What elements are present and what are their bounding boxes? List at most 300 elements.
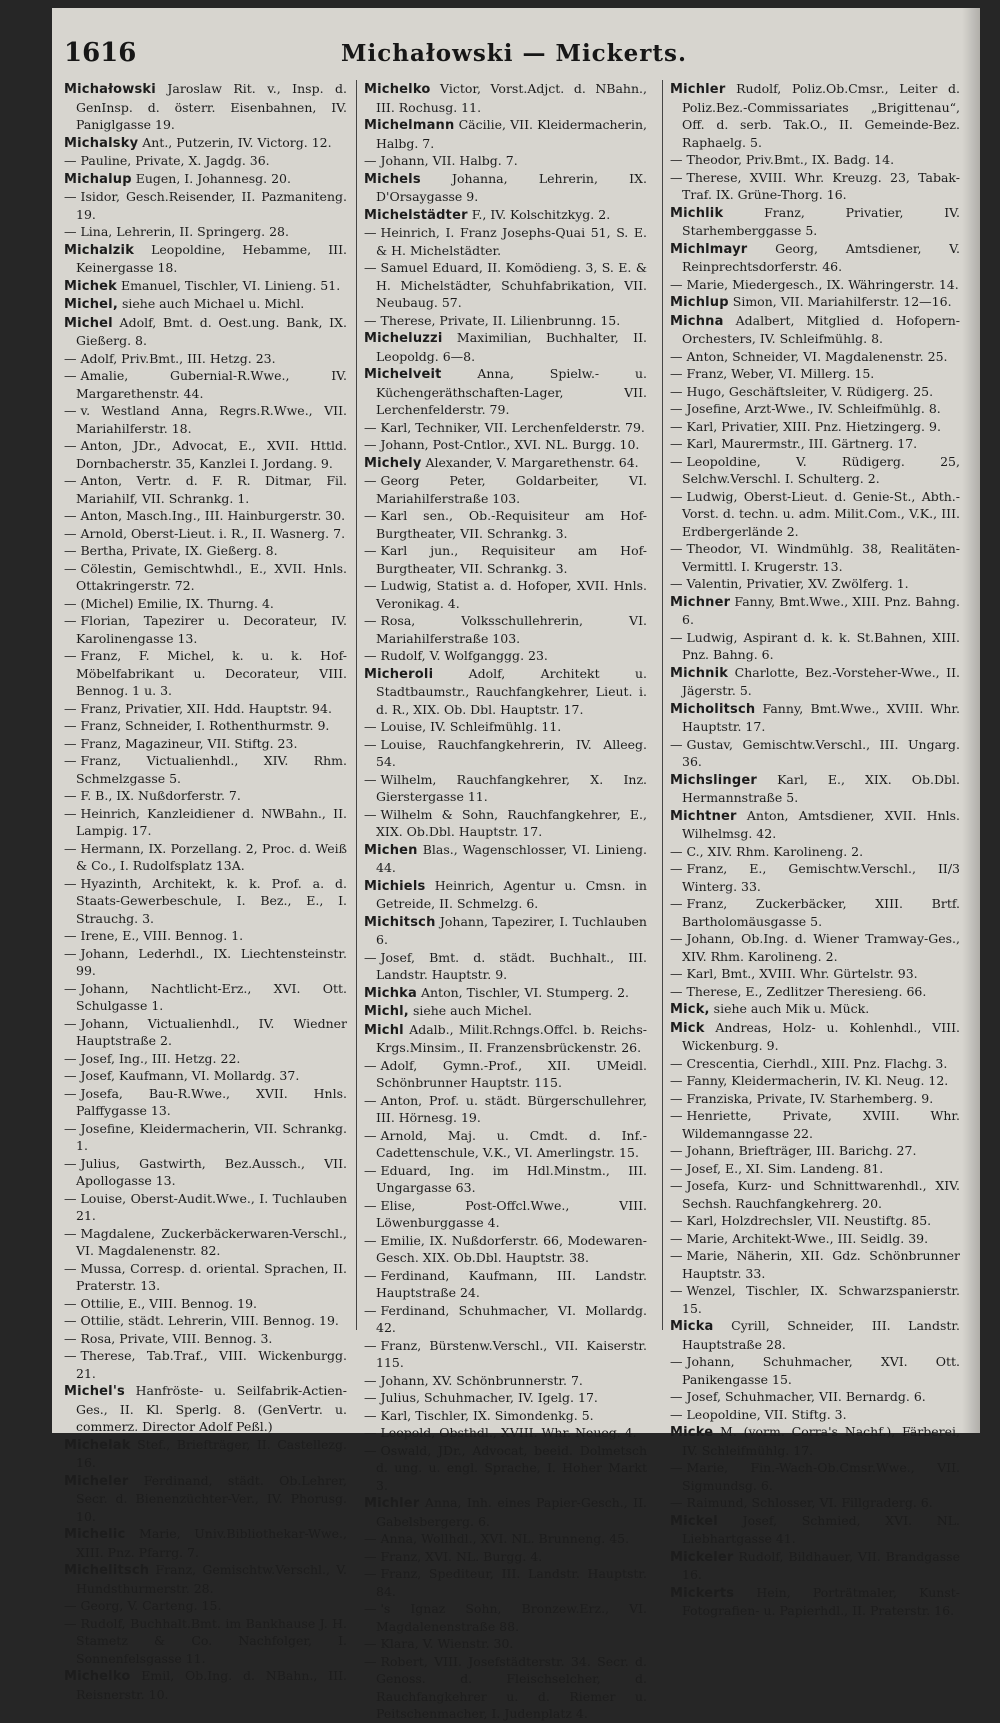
entry-dash: — (364, 1636, 377, 1651)
entry-surname: Michka (364, 985, 417, 1001)
directory-entry (364, 312, 647, 330)
directory-entry (364, 1653, 647, 1723)
directory-entry (670, 151, 960, 169)
directory-entry (364, 612, 647, 647)
entry-text: Alexander, V. Margarethenstr. 64. (425, 454, 639, 470)
entry-text: v. Westland Anna, Regrs.R.Wwe., VII. Mariahilferstr. 18. (76, 403, 347, 436)
entry-dash: — (364, 225, 377, 240)
entry-dash: — (670, 1460, 683, 1475)
entry-text: Karl, Tischler, IX. Simondenkg. 5. (380, 1407, 594, 1423)
entry-surname: Mickeler (670, 1549, 734, 1565)
directory-entry (670, 1055, 960, 1073)
page-header (64, 38, 964, 74)
entry-dash: — (364, 1548, 377, 1564)
directory-entry (64, 1667, 347, 1703)
entry-text: Robert, VIII. Josefstädterstr. 34. Secr. d. Genoss. d. Fleischselcher, d. Rauchfangkehrer u. d. Riemer u. Peitschenmacher, I. Judenplatz 4. (376, 1653, 647, 1721)
directory-entry (64, 1436, 347, 1472)
directory-entry (64, 1382, 347, 1436)
column-left (64, 80, 347, 1703)
entry-text: Adolf, Priv.Bmt., III. Hetzg. 23. (80, 350, 276, 366)
entry-dash: — (64, 1348, 77, 1363)
directory-entry (364, 1267, 647, 1302)
entry-text: Irene, E., VIII. Bennog. 1. (80, 928, 244, 943)
directory-entry (64, 805, 347, 840)
entry-text: Adolf, Architekt u. Stadtbaumstr., Rauchfangkehrer, Lieut. i. d. R., XIX. Ob. Dbl. Hauptstr. 17. (376, 665, 647, 717)
entry-text: Stef., Briefträger, II. Castellezg. 16. (76, 1436, 347, 1470)
entry-dash: — (64, 1015, 77, 1031)
entry-dash: — (670, 1213, 683, 1228)
entry-text: Victor, Vorst.Adjct. d. NBahn., III. Rochusg. 11. (376, 81, 647, 115)
entry-surname: Michelmann (364, 118, 455, 133)
entry-text: Anton, Amtsdiener, XVII. Hnls. Wilhelmsg. 42. (682, 807, 960, 841)
entry-text: Blas., Wagenschlosser, VI. Linieng. 44. (376, 841, 647, 875)
entry-dash: — (364, 1390, 377, 1405)
entry-text: Anton, JDr., Advocat, E., XVII. Httld. Dornbacherstr. 35, Kanzlei I. Jordang. 9. (76, 438, 347, 471)
entry-dash: — (364, 1425, 377, 1440)
entry-surname: Michl (364, 1022, 404, 1038)
directory-entry (670, 453, 960, 488)
entry-dash: — (364, 1197, 377, 1213)
entry-text: Karl, Bmt., XVIII. Whr. Gürtelstr. 93. (686, 966, 918, 981)
entry-dash: — (670, 541, 683, 556)
entry-text: Franz, Spediteur, III. Landstr. Hauptstr. 84. (376, 1566, 647, 1599)
entry-text: Julius, Gastwirth, Bez.Aussch., VII. Apollogasse 13. (76, 1155, 347, 1188)
entry-text: Josef, Kaufmann, VI. Mollardg. 37. (80, 1068, 300, 1083)
entry-text: Bertha, Private, IX. Gießerg. 8. (80, 543, 278, 558)
entry-surname: Michelak (64, 1437, 131, 1453)
entry-dash: — (64, 735, 77, 751)
directory-entry (64, 1015, 347, 1050)
entry-surname: Michlup (670, 295, 729, 310)
directory-entry (670, 240, 960, 276)
entry-dash: — (670, 1143, 683, 1158)
entry-text: Raimund, Schlosser, VI. Fillgraderg. 6. (686, 1495, 933, 1510)
entry-dash: — (670, 1248, 683, 1263)
entry-text: Adalbert, Mitglied d. Hofopern-Orchesters, IV. Schleifmühlg. 8. (682, 312, 960, 346)
directory-entry (670, 700, 960, 736)
entry-dash: — (64, 753, 77, 768)
directory-entry (64, 735, 347, 753)
entry-surname: Michelveit (364, 367, 442, 382)
directory-entry (64, 1067, 347, 1085)
directory-entry (64, 152, 347, 170)
entry-text: Georg Peter, Goldarbeiter, VI. Mariahilferstraße 103. (376, 473, 647, 506)
entry-dash: — (670, 1055, 683, 1071)
directory-entry (364, 1127, 647, 1162)
directory-entry (364, 984, 647, 1003)
entry-dash: — (64, 875, 77, 891)
directory-entry (64, 277, 347, 296)
entry-text: Heinrich, Kanzleidiener d. NWBahn., II. Lampig. 17. (76, 805, 347, 838)
entry-text: Fanny, Bmt.Wwe., XVIII. Whr. Hauptstr. 17. (682, 700, 960, 734)
entry-text: siehe auch Mik u. Mück. (713, 1001, 870, 1016)
directory-entry (364, 1635, 647, 1653)
directory-entry (64, 1225, 347, 1260)
entry-dash: — (364, 578, 377, 593)
directory-entry (364, 1337, 647, 1372)
entry-text: Anna, Spielw.- u. Küchengeräthschaften-Lager, VII. Lerchenfelderstr. 79. (376, 366, 647, 417)
entry-dash: — (64, 224, 77, 239)
entry-text: Rosa, Volksschullehrerin, VI. Mariahilferstraße 103. (376, 613, 647, 646)
directory-entry (364, 1600, 647, 1635)
entry-text: Rudolf, V. Wolfganggg. 23. (380, 648, 548, 663)
entry-dash: — (64, 1295, 77, 1311)
entry-text: (Michel) Emilie, IX. Thurng. 4. (80, 595, 274, 611)
entry-dash: — (364, 1566, 377, 1581)
entry-surname: Micheler (64, 1473, 129, 1489)
entry-surname: Micholitsch (670, 701, 756, 717)
entry-dash: — (64, 1260, 77, 1276)
directory-entry (670, 860, 960, 895)
entry-text: Franz, Schneider, I. Rothenthurmstr. 9. (80, 718, 330, 733)
directory-entry (64, 1472, 347, 1526)
entry-text: Josefine, Arzt-Wwe., IV. Schleifmühlg. 8. (686, 401, 941, 416)
entry-surname: Michalzik (64, 242, 135, 258)
directory-entry (64, 367, 347, 402)
entry-text: Johann, XV. Schönbrunnerstr. 7. (380, 1372, 583, 1388)
directory-entry (670, 1494, 960, 1512)
entry-dash: — (64, 1068, 77, 1083)
directory-entry (64, 647, 347, 700)
entry-text: Leopoldine, VII. Stiftg. 3. (686, 1406, 847, 1422)
entry-text: Arnold, Maj. u. Cmdt. d. Inf.-Cadettenschule, V.K., VI. Amerlingstr. 15. (376, 1127, 647, 1160)
entry-dash: — (670, 401, 683, 416)
directory-entry (364, 259, 647, 312)
entry-text: Cyrill, Schneider, III. Landstr. Hauptstraße 28. (682, 1318, 960, 1352)
entry-text: Therese, Private, II. Lilienbrunng. 15. (380, 312, 621, 328)
entry-dash: — (64, 788, 77, 803)
directory-entry (364, 718, 647, 736)
directory-entry (670, 930, 960, 965)
entry-text: Karl, Techniker, VII. Lerchenfelderstr. 79. (380, 419, 645, 435)
entry-text: Theodor, VI. Windmühlg. 38, Realitäten-Vermittl. I. Krugerstr. 13. (682, 541, 960, 574)
entry-dash: — (64, 928, 77, 943)
entry-dash: — (364, 648, 377, 663)
entry-text: Josefine, Kleidermacherin, VII. Schrankg. 1. (76, 1120, 347, 1153)
directory-entry (364, 877, 647, 913)
entry-dash: — (64, 945, 77, 961)
directory-entry (670, 736, 960, 771)
entry-text: Karl, Holzdrechsler, VII. Neustiftg. 85. (686, 1213, 932, 1228)
entry-text: Ant., Putzerin, IV. Victorg. 12. (142, 134, 332, 150)
entry-dash: — (364, 1232, 377, 1248)
directory-entry (64, 700, 347, 718)
entry-dash: — (364, 473, 377, 488)
entry-text: Johann, Victualienhdl., IV. Wiedner Hauptstraße 2. (76, 1015, 347, 1048)
directory-entry (364, 542, 647, 577)
entry-text: Rudolf, Bildhauer, VII. Brandgasse 16. (682, 1548, 960, 1582)
directory-entry (64, 1295, 347, 1313)
entry-text: Marie, Fin.-Wach-Ob.Cmsr.Wwe., VII. Sigmundsg. 6. (682, 1460, 960, 1493)
entry-dash: — (64, 1598, 77, 1613)
entry-dash: — (64, 700, 77, 716)
directory-entry (64, 134, 347, 153)
entry-text: Wilhelm & Sohn, Rauchfangkehrer, E., XIX. Ob.Dbl. Hauptstr. 17. (376, 806, 647, 839)
entry-dash: — (670, 383, 683, 399)
directory-entry (670, 400, 960, 418)
directory-entry (670, 1584, 960, 1620)
directory-entry (364, 1389, 647, 1407)
directory-entry (670, 435, 960, 453)
entry-text: Hugo, Geschäftsleiter, V. Rüdigerg. 25. (686, 383, 934, 399)
entry-text: Franz, Bürstenw.Verschl., VII. Kaiserstr. 115. (376, 1337, 647, 1370)
directory-entry (64, 188, 347, 223)
entry-text: Theodor, Priv.Bmt., IX. Badg. 14. (686, 152, 895, 167)
entry-text: Johann, Briefträger, III. Barichg. 27. (686, 1143, 917, 1158)
entry-text: Klara, V. Wienstr. 30. (380, 1636, 514, 1651)
entry-dash: — (364, 1601, 377, 1616)
entry-dash: — (64, 1155, 77, 1171)
entry-text: Hermann, IX. Porzellang. 2, Proc. d. Weiß & Co., I. Rudolfsplatz 13A. (76, 840, 347, 873)
entry-dash: — (670, 169, 683, 185)
entry-dash: — (364, 736, 377, 752)
entry-dash: — (64, 189, 77, 204)
directory-entry (670, 843, 960, 861)
entry-dash: — (64, 1190, 77, 1206)
entry-dash: — (364, 1442, 377, 1458)
directory-entry (670, 1000, 960, 1019)
entry-text: Marie, Architekt-Wwe., III. Seidlg. 39. (686, 1230, 929, 1246)
entry-text: Karl sen., Ob.-Requisiteur am Hof-Burgtheater, VII. Schrankg. 3. (376, 508, 647, 541)
entry-surname: Michler (364, 1496, 420, 1511)
directory-entry (64, 1597, 347, 1615)
directory-entry (364, 472, 647, 507)
entry-text: Wilhelm, Rauchfangkehrer, X. Inz. Gierstergasse 11. (376, 771, 647, 804)
entry-surname: Mick (670, 1020, 705, 1036)
entry-surname: Michelko (364, 82, 431, 97)
entry-text: Henriette, Private, XVIII. Whr. Wildemanngasse 22. (682, 1108, 960, 1141)
directory-page (52, 8, 980, 1721)
entry-dash: — (670, 366, 683, 381)
directory-entry (364, 1565, 647, 1600)
directory-entry (64, 980, 347, 1015)
entry-surname: Michler (670, 82, 726, 97)
directory-entry (670, 348, 960, 366)
entry-surname: Michlik (670, 205, 724, 221)
entry-dash: — (64, 543, 77, 558)
directory-entry (670, 1212, 960, 1230)
entry-text: Leopoldine, Hebamme, III. Keinergasse 18. (76, 241, 347, 275)
entry-text: Karl, Privatier, XIII. Pnz. Hietzingerg. 9. (686, 418, 941, 434)
directory-entry (64, 1347, 347, 1382)
entry-text: Johann, Schuhmacher, XVI. Ott. Panikengasse 15. (682, 1354, 960, 1387)
entry-text: Simon, VII. Mariahilferstr. 12—16. (732, 294, 952, 309)
running-title: Michałowski — Mickerts. (341, 40, 687, 67)
entry-surname: Michiels (364, 878, 426, 894)
entry-dash: — (670, 1160, 683, 1176)
directory-entry (364, 329, 647, 365)
directory-entry (670, 807, 960, 843)
directory-entry (670, 895, 960, 930)
entry-surname: Michl, (364, 1004, 409, 1019)
directory-entry (364, 1442, 647, 1495)
directory-entry (670, 418, 960, 436)
entry-text: Hyazinth, Architekt, k. k. Prof. a. d. Staats-Gewerbeschule, I. Bez., E., I. Strauchg. 3. (76, 875, 347, 926)
page-edge-shadow (962, 8, 980, 1433)
entry-dash: — (670, 843, 683, 859)
entry-text: Wenzel, Tischler, IX. Schwarzspanierstr. 15. (682, 1283, 960, 1316)
entry-text: Rosa, Private, VIII. Bennog. 3. (80, 1330, 273, 1346)
directory-entry (64, 472, 347, 507)
directory-entry (364, 1057, 647, 1092)
entry-dash: — (364, 437, 377, 452)
entry-surname: Michslinger (670, 772, 757, 788)
entry-text: Fanny, Bmt.Wwe., XIII. Pnz. Bahng. 6. (682, 593, 960, 627)
entry-text: Amalie, Gubernial-R.Wwe., IV. Margarethenstr. 44. (76, 368, 347, 401)
directory-entry (364, 949, 647, 984)
directory-entry (670, 1019, 960, 1055)
entry-dash: — (364, 419, 377, 435)
entry-text: Elise, Post-Offcl.Wwe., VIII. Löwenburggasse 4. (376, 1197, 647, 1230)
entry-text: Franz, Privatier, XII. Hdd. Hauptstr. 94. (80, 700, 332, 716)
directory-entry (364, 1548, 647, 1566)
entry-dash: — (670, 1178, 683, 1193)
entry-text: Rudolf, Poliz.Ob.Cmsr., Leiter d. Poliz.Bez.-Commissariates „Brigittenau“, Off. d. serb. Tak.O., II. Gemeinde-Bez. Raphaelg. 5. (682, 81, 960, 150)
directory-entry (64, 170, 347, 189)
entry-text: 's Ignaz Sohn, Bronzew.Erz., VI. Magdalenenstraße 88. (376, 1601, 647, 1634)
directory-entry (670, 540, 960, 575)
entry-text: Ottilie, E., VIII. Bennog. 19. (80, 1295, 258, 1311)
directory-entry (364, 1002, 647, 1021)
directory-entry (64, 1525, 347, 1561)
entry-text: Leopold, Obsthdl., XVIII. Whr. Neueg. 4. (380, 1425, 637, 1440)
directory-entry (364, 1021, 647, 1057)
entry-text: Ludwig, Oberst-Lieut. d. Genie-St., Abth.-Vorst. d. techn. u. adm. Milit.Com., V.K., III. Erdbergerlände 2. (682, 488, 960, 539)
entry-text: Anton, Schneider, VI. Magdalenenstr. 25. (686, 348, 948, 364)
entry-text: Valentin, Privatier, XV. Zwölferg. 1. (686, 576, 909, 591)
directory-entry (670, 1548, 960, 1584)
directory-entry (64, 1155, 347, 1190)
entry-text: Johann, Nachtlicht-Erz., XVI. Ott. Schulgasse 1. (76, 980, 347, 1013)
entry-surname: Michelic (64, 1527, 126, 1542)
entry-dash: — (670, 1354, 683, 1369)
entry-dash: — (364, 1127, 377, 1143)
entry-text: Mussa, Corresp. d. oriental. Sprachen, II. Praterstr. 13. (76, 1260, 347, 1293)
entry-surname: Micka (670, 1319, 714, 1334)
column-right (670, 80, 960, 1620)
entry-text: Franz, XVI. NL. Burgg. 4. (380, 1548, 543, 1564)
directory-entry (670, 1160, 960, 1178)
entry-dash: — (64, 525, 77, 541)
directory-entry (364, 224, 647, 259)
directory-entry (64, 80, 347, 134)
directory-entry (64, 1050, 347, 1068)
directory-entry (364, 1197, 647, 1232)
entry-dash: — (64, 1313, 77, 1328)
entry-dash: — (64, 368, 77, 383)
entry-text: Gustav, Gemischtw.Verschl., III. Ungarg. 36. (682, 736, 960, 769)
entry-dash: — (364, 719, 377, 734)
entry-dash: — (670, 861, 683, 876)
entry-text: Cölestin, Gemischtwhdl., E., XVII. Hnls. Ottakringerstr. 72. (76, 560, 347, 593)
entry-text: Emilie, IX. Nußdorferstr. 66, Modewaren-Gesch. XIX. Ob.Dbl. Hauptstr. 38. (376, 1232, 647, 1265)
directory-entry (64, 1190, 347, 1225)
entry-text: Arnold, Oberst-Lieut. i. R., II. Wasnerg. 7. (80, 525, 346, 541)
entry-surname: Michely (364, 455, 422, 471)
entry-dash: — (364, 1337, 377, 1353)
entry-text: Hanfröste- u. Seilfabrik-Actien-Ges., II. Kl. Sperlg. 8. (GenVertr. u. commerz. Director Adolf Peßl.) (76, 1383, 347, 1434)
entry-text: Heinrich, I. Franz Josephs-Quai 51, S. E. & H. Michelstädter. (376, 225, 647, 258)
directory-entry (670, 771, 960, 807)
directory-entry (64, 945, 347, 980)
directory-entry (364, 665, 647, 719)
entry-surname: Mick, (670, 1002, 710, 1017)
entry-text: Franziska, Private, IV. Starhemberg. 9. (686, 1090, 934, 1106)
entry-text: Florian, Tapezirer u. Decorateur, IV. Karolinengasse 13. (76, 613, 347, 646)
directory-entry (364, 454, 647, 473)
entry-dash: — (670, 1108, 683, 1123)
entry-text: Charlotte, Bez.-Vorsteher-Wwe., II. Jägerstr. 5. (682, 664, 960, 698)
directory-entry (64, 350, 347, 368)
entry-dash: — (364, 312, 377, 328)
directory-entry (64, 752, 347, 787)
entry-text: Ottilie, städt. Lehrerin, VIII. Bennog. 19. (80, 1313, 339, 1328)
entry-text: Josef, Bmt. d. städt. Buchhalt., III. Landstr. Hauptstr. 9. (376, 949, 647, 982)
entry-surname: Mickel (670, 1513, 718, 1529)
entry-text: C., XIV. Rhm. Karolineng. 2. (686, 843, 864, 859)
entry-surname: Michek (64, 278, 118, 294)
directory-entry (64, 241, 347, 277)
entry-surname: Michnik (670, 665, 729, 681)
entry-text: Johann, Ob.Ing. d. Wiener Tramway-Ges., XIV. Rhm. Karolineng. 2. (682, 931, 960, 964)
entry-surname: Michtner (670, 808, 737, 824)
entry-dash: — (670, 1283, 683, 1298)
directory-entry (64, 560, 347, 595)
directory-entry (670, 1142, 960, 1160)
entry-text: Emanuel, Tischler, VI. Linieng. 51. (121, 277, 341, 293)
entry-text: Leopoldine, V. Rüdigerg. 25, Selchw.Verschl. I. Schulterg. 2. (682, 453, 960, 486)
column-middle (364, 80, 647, 1723)
entry-text: Josefa, Bau-R.Wwe., XVII. Hnls. Palffygasse 13. (76, 1085, 347, 1118)
entry-text: Louise, Rauchfangkehrerin, IV. Alleeg. 54. (376, 736, 647, 769)
entry-text: Therese, XVIII. Whr. Kreuzg. 23, Tabak-Traf. IX. Grüne-Thorg. 16. (682, 169, 960, 202)
directory-entry (364, 419, 647, 437)
entry-dash: — (64, 403, 77, 418)
directory-entry (64, 717, 347, 735)
directory-columns (64, 80, 964, 1721)
directory-entry (364, 913, 647, 949)
directory-entry (364, 577, 647, 612)
entry-text: Franz, Privatier, IV. Starhemberggasse 5. (682, 204, 960, 238)
entry-text: Eduard, Ing. im Hdl.Minstm., III. Ungargasse 63. (376, 1162, 647, 1195)
entry-surname: Micheroli (364, 666, 434, 682)
entry-dash: — (670, 348, 683, 364)
directory-entry (64, 612, 347, 647)
column-divider (356, 80, 357, 1330)
entry-text: F., IV. Kolschitzkyg. 2. (471, 206, 611, 222)
entry-dash: — (364, 1092, 377, 1108)
entry-dash: — (670, 152, 683, 167)
entry-dash: — (364, 1302, 377, 1318)
entry-text: Anton, Tischler, VI. Stumperg. 2. (420, 984, 629, 1000)
entry-text: Jaroslaw Rit. v., Insp. d. GenInsp. d. österr. Eisenbahnen, IV. Paniglgasse 19. (76, 81, 347, 132)
entry-surname: Michna (670, 313, 724, 329)
entry-text: Fanny, Kleidermacherin, IV. Kl. Neug. 12. (686, 1073, 949, 1088)
directory-entry (64, 1085, 347, 1120)
entry-dash: — (64, 560, 77, 576)
directory-entry (670, 204, 960, 240)
entry-text: Franz, Zuckerbäcker, XIII. Brtf. Bartholomäusgasse 5. (682, 896, 960, 929)
directory-entry (670, 383, 960, 401)
entry-text: Franz, Gemischtw.Verschl., V. Hundsthurmerstr. 28. (76, 1562, 347, 1596)
page-number: 1616 (64, 38, 137, 68)
entry-text: Josef, E., XI. Sim. Landeng. 81. (686, 1160, 884, 1176)
entry-dash: — (670, 1073, 683, 1088)
directory-entry (364, 771, 647, 806)
entry-text: Lina, Lehrerin, II. Springerg. 28. (80, 224, 289, 239)
entry-text: Johanna, Lehrerin, IX. D'Orsaygasse 9. (376, 170, 647, 204)
directory-entry (364, 806, 647, 841)
